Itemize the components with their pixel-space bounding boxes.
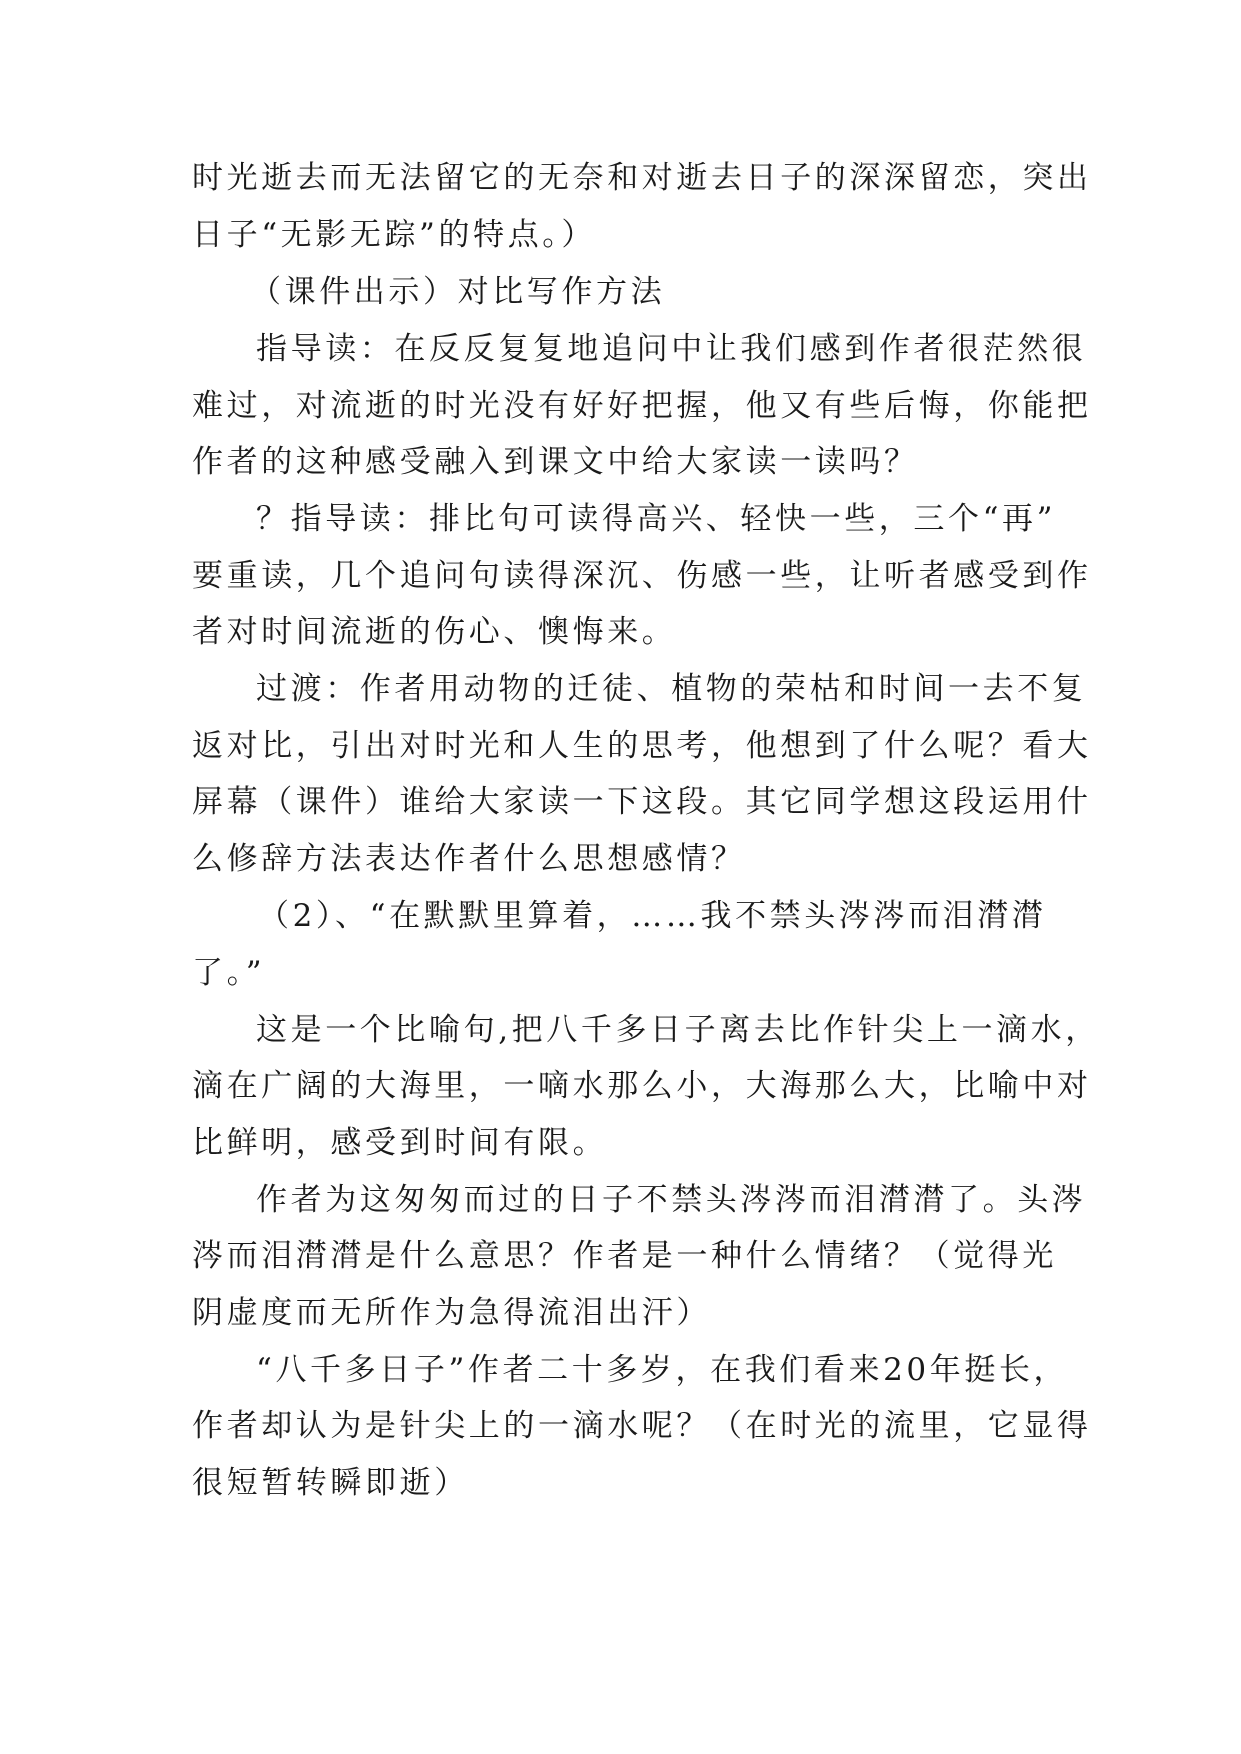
text-line: 比鲜明，感受到时间有限。: [192, 1125, 608, 1161]
text-line: 指导读：在反反复复地追问中让我们感到作者很茫然很: [256, 331, 1087, 367]
text-line: 时光逝去而无法留它的无奈和对逝去日子的深深留恋，突出: [192, 160, 1092, 196]
text-line: 这是一个比喻句,把八千多日子离去比作针尖上一滴水，: [256, 1012, 1100, 1048]
text-line: 阴虚度而无所作为急得流泪出汗）: [192, 1295, 711, 1331]
text-line: 了。”: [192, 955, 266, 991]
text-line: 日子“无影无踪”的特点。）: [192, 217, 596, 253]
text-line: “八千多日子”作者二十多岁，在我们看来20年挺长，: [256, 1352, 1069, 1388]
text-line: 者对时间流逝的伤心、懊悔来。: [192, 614, 677, 650]
text-line: 作者却认为是针尖上的一滴水呢？（在时光的流里，它显得: [192, 1408, 1092, 1444]
text-line: （2）、“在默默里算着，……我不禁头涔涔而泪潸潸: [258, 898, 1047, 934]
text-line: 屏幕（课件）谁给大家读一下这段。其它同学想这段运用什: [192, 784, 1092, 820]
text-line: 作者为这匆匆而过的日子不禁头涔涔而泪潸潸了。头涔: [256, 1182, 1087, 1218]
text-line: 作者的这种感受融入到课文中给大家读一读吗？: [192, 444, 919, 480]
text-line: 滴在广阔的大海里，一嘀水那么小，大海那么大，比喻中对: [192, 1068, 1092, 1104]
text-line: （课件出示）对比写作方法: [250, 274, 666, 310]
text-line: 难过，对流逝的时光没有好好把握，他又有些后悔，你能把: [192, 388, 1092, 424]
text-line: ？指导读：排比句可读得高兴、轻快一些，三个“再”: [256, 501, 1057, 537]
text-line: 么修辞方法表达作者什么思想感情？: [192, 841, 746, 877]
text-line: 过渡：作者用动物的迁徒、植物的荣枯和时间一去不复: [256, 671, 1087, 707]
text-line: 涔而泪潸潸是什么意思？作者是一种什么情绪？（觉得光: [192, 1238, 1057, 1274]
text-line: 返对比，引出对时光和人生的思考，他想到了什么呢？看大: [192, 728, 1092, 764]
text-line: 要重读，几个追问句读得深沉、伤感一些，让听者感受到作: [192, 558, 1092, 594]
text-line: 很短暂转瞬即逝）: [192, 1465, 469, 1501]
